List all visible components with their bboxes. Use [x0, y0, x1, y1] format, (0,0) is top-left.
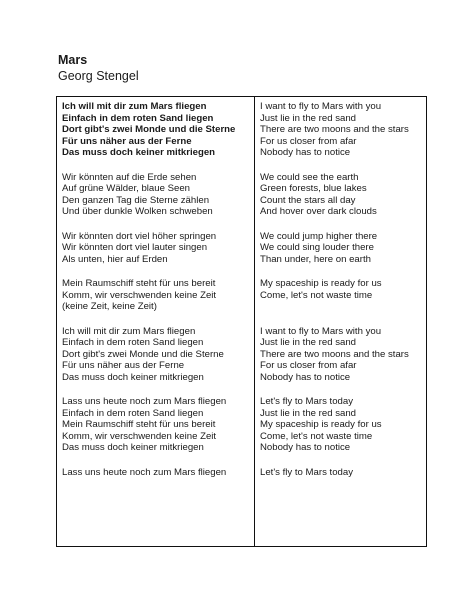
- english-stanza: [260, 172, 426, 218]
- german-stanza: [62, 101, 254, 159]
- lyric-line: Für uns näher aus der Ferne: [62, 360, 185, 371]
- lyric-line: Let's fly to Mars today: [260, 396, 354, 407]
- lyric-line: [260, 301, 426, 313]
- lyric-line: I want to fly to Mars with you: [260, 101, 382, 112]
- german-stanza: [62, 326, 254, 384]
- lyric-line: Einfach in dem roten Sand liegen: [62, 337, 204, 348]
- lyric-line: I want to fly to Mars with you: [260, 325, 382, 337]
- lyric-line: Das muss doch keiner mitkriegen: [62, 442, 204, 453]
- english-lyrics-column: [255, 97, 426, 546]
- lyric-line: We could see the earth: [260, 171, 359, 183]
- lyric-line: Just lie in the red sand: [260, 337, 356, 348]
- german-stanza: [62, 172, 254, 218]
- lyric-line: For us closer from afar: [260, 360, 357, 371]
- lyric-line: We could jump higher there: [260, 230, 378, 242]
- lyric-line: Komm, wir verschwenden keine Zeit: [62, 289, 217, 301]
- german-stanza: [62, 231, 254, 266]
- lyric-line: Mein Raumschiff steht für uns bereit: [62, 278, 216, 289]
- lyric-line: Let's fly to Mars today: [260, 466, 354, 478]
- german-stanza: [62, 278, 254, 313]
- lyric-line: Und über dunkle Wolken schweben: [62, 206, 213, 217]
- lyric-line: Nobody has to notice: [260, 371, 351, 383]
- lyric-line: Nobody has to notice: [260, 442, 351, 453]
- lyric-line: Dort gibt's zwei Monde und die Sterne: [62, 348, 224, 360]
- german-stanza: [62, 396, 254, 454]
- lyric-line: Wir könnten dort viel lauter singen: [62, 242, 208, 253]
- lyric-line: We could sing louder there: [260, 242, 374, 253]
- song-title: Mars: [58, 53, 88, 67]
- lyric-line: Das muss doch keiner mitkriegen: [62, 371, 204, 383]
- english-stanza: [260, 231, 426, 266]
- lyric-line: (keine Zeit, keine Zeit): [62, 301, 157, 312]
- lyric-line: Come, let's not waste time: [260, 430, 373, 442]
- lyric-line: Nobody has to notice: [260, 147, 351, 158]
- lyrics-table: [56, 96, 427, 547]
- english-stanza: [260, 278, 426, 313]
- lyric-line: Den ganzen Tag die Sterne zählen: [62, 194, 210, 206]
- lyric-line: There are two moons and the stars: [260, 348, 409, 360]
- lyric-line: Als unten, hier auf Erden: [62, 253, 168, 265]
- lyric-line: Wir könnten auf die Erde sehen: [62, 171, 197, 183]
- lyric-line: There are two moons and the stars: [260, 124, 409, 135]
- lyric-line: Green forests, blue lakes: [260, 183, 367, 194]
- lyric-line: Just lie in the red sand: [260, 112, 356, 124]
- lyric-line: Ich will mit dir zum Mars fliegen: [62, 325, 196, 337]
- english-stanza: [260, 467, 426, 479]
- lyric-line: Komm, wir verschwenden keine Zeit: [62, 430, 217, 442]
- lyric-line: Just lie in the red sand: [260, 407, 356, 419]
- lyric-line: Mein Raumschiff steht für uns bereit: [62, 419, 216, 430]
- german-lyrics-column: [57, 97, 255, 546]
- lyric-line: Einfach in dem roten Sand liegen: [62, 407, 204, 419]
- german-stanza: [62, 467, 254, 479]
- lyric-line: Dort gibt's zwei Monde und die Sterne: [62, 124, 236, 135]
- lyric-line: My spaceship is ready for us: [260, 419, 382, 430]
- lyric-line: Ich will mit dir zum Mars fliegen: [62, 101, 207, 112]
- lyric-line: Lass uns heute noch zum Mars fliegen: [62, 466, 227, 478]
- lyric-line: Für uns näher aus der Ferne: [62, 135, 192, 147]
- lyric-line: And hover over dark clouds: [260, 206, 377, 217]
- song-author: Georg Stengel: [58, 69, 139, 83]
- lyric-line: For us closer from afar: [260, 135, 357, 147]
- english-stanza: [260, 326, 426, 384]
- lyric-line: Das muss doch keiner mitkriegen: [62, 147, 216, 158]
- lyric-line: Count the stars all day: [260, 194, 356, 206]
- english-stanza: [260, 101, 426, 159]
- lyric-line: Einfach in dem roten Sand liegen: [62, 112, 214, 124]
- lyric-line: My spaceship is ready for us: [260, 278, 382, 289]
- lyric-line: Wir könnten dort viel höher springen: [62, 230, 217, 242]
- lyric-line: Come, let's not waste time: [260, 289, 373, 301]
- lyric-line: Lass uns heute noch zum Mars fliegen: [62, 396, 227, 407]
- lyric-line: Than under, here on earth: [260, 253, 371, 265]
- english-stanza: [260, 396, 426, 454]
- lyric-line: Auf grüne Wälder, blaue Seen: [62, 183, 191, 194]
